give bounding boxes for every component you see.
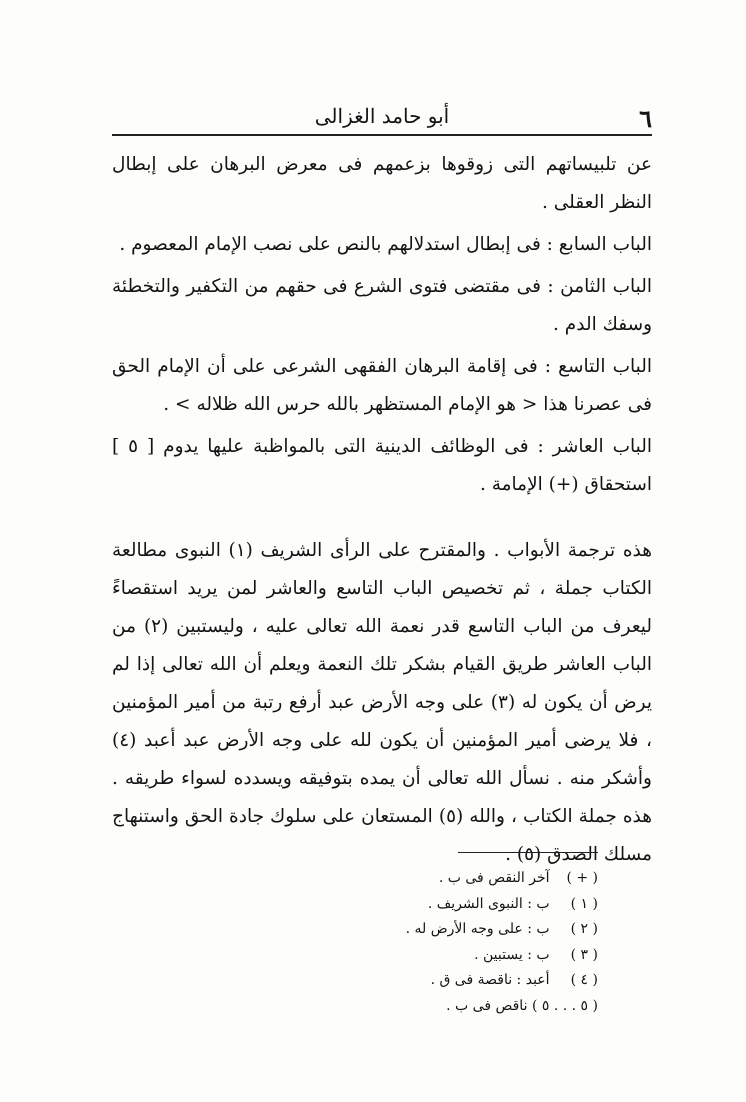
- running-title: أبو حامد الغزالى: [314, 104, 450, 128]
- footnote-text: ب : يستبين .: [474, 946, 550, 963]
- main-text: [112, 146, 652, 874]
- chapter-seven: الباب السابع : فى إبطال استدلالهم بالنص على نصب الإمام المعصوم .: [119, 234, 652, 255]
- footnote: [300, 917, 598, 943]
- header-rule: [112, 134, 652, 136]
- footnote-text: ب : النبوى الشريف .: [427, 895, 550, 912]
- footnote-mark: ( + ): [566, 870, 598, 886]
- footnote-mark: ( ١ ): [570, 895, 598, 912]
- page-number: ٦: [639, 104, 652, 133]
- footnote-text: ب : على وجه الأرض له .: [405, 921, 550, 937]
- footnote-text: آخر النقص فى ب .: [438, 870, 550, 886]
- footnote-rule: [458, 852, 598, 853]
- footnote-mark: ( ٥ . . . ٥ ): [531, 997, 598, 1014]
- chapter-nine: الباب التاسع : فى إقامة البرهان الفقهى الشرعى على أن الإمام الحق فى عصرنا هذا < هو الإمام المستظهر بالله حرس الله ظلاله > .: [112, 356, 652, 415]
- footnote: [300, 994, 598, 1020]
- footnote: [300, 943, 598, 969]
- footnote-text: أعبد : ناقصة فى ق .: [430, 972, 550, 988]
- chapter-eight: الباب الثامن : فى مقتضى فتوى الشرع فى حقهم من التكفير والتخطئة وسفك الدم .: [112, 276, 652, 335]
- footnote: [300, 968, 598, 994]
- continuation-text: عن تلبيساتهم التى زوقوها بزعمهم فى معرض البرهان على إبطال النظر العقلى .: [112, 154, 652, 213]
- footnote-mark: ( ٣ ): [570, 946, 598, 963]
- footnote: [300, 892, 598, 918]
- footnote-mark: ( ٢ ): [570, 921, 598, 937]
- page-header: [112, 96, 652, 136]
- closing-paragraph: هذه ترجمة الأبواب . والمقترح على الرأى الشريف (١) النبوى مطالعة الكتاب جملة ، ثم تخصيص الباب التاسع والعاشر لمن يريد استقصاءً ليعرف من الباب التاسع قدر نعمة الله تعالى عليه ، وليستبين (٢) من الباب العاشر طريق القيام بشكر تلك النعمة ويعلم أن الله تعالى إذا لم يرض أن يكون له (٣) على وجه الأرض عبد أرفع رتبة من أمير المؤمنين ، فلا يرضى أمير المؤمنين أن يكون لله على وجه الأرض عبد أعبد (٤) وأشكر منه . نسأل الله تعالى أن يمده بتوفيقه ويسدده لسواء طريقه . هذه جملة الكتاب ، والله (٥) المستعان على سلوك جادة الحق واستنهاج مسلك الصدق (٥) .: [112, 540, 653, 865]
- footnote: [300, 866, 598, 892]
- footnotes: [300, 866, 598, 1019]
- footnote-mark: ( ٤ ): [570, 972, 598, 988]
- chapter-ten: الباب العاشر : فى الوظائف الدينية التى بالمواظبة عليها يدوم [ ٥ ] استحقاق (+) الإمامة .: [112, 436, 652, 495]
- footnote-text: ناقص فى ب .: [446, 997, 528, 1014]
